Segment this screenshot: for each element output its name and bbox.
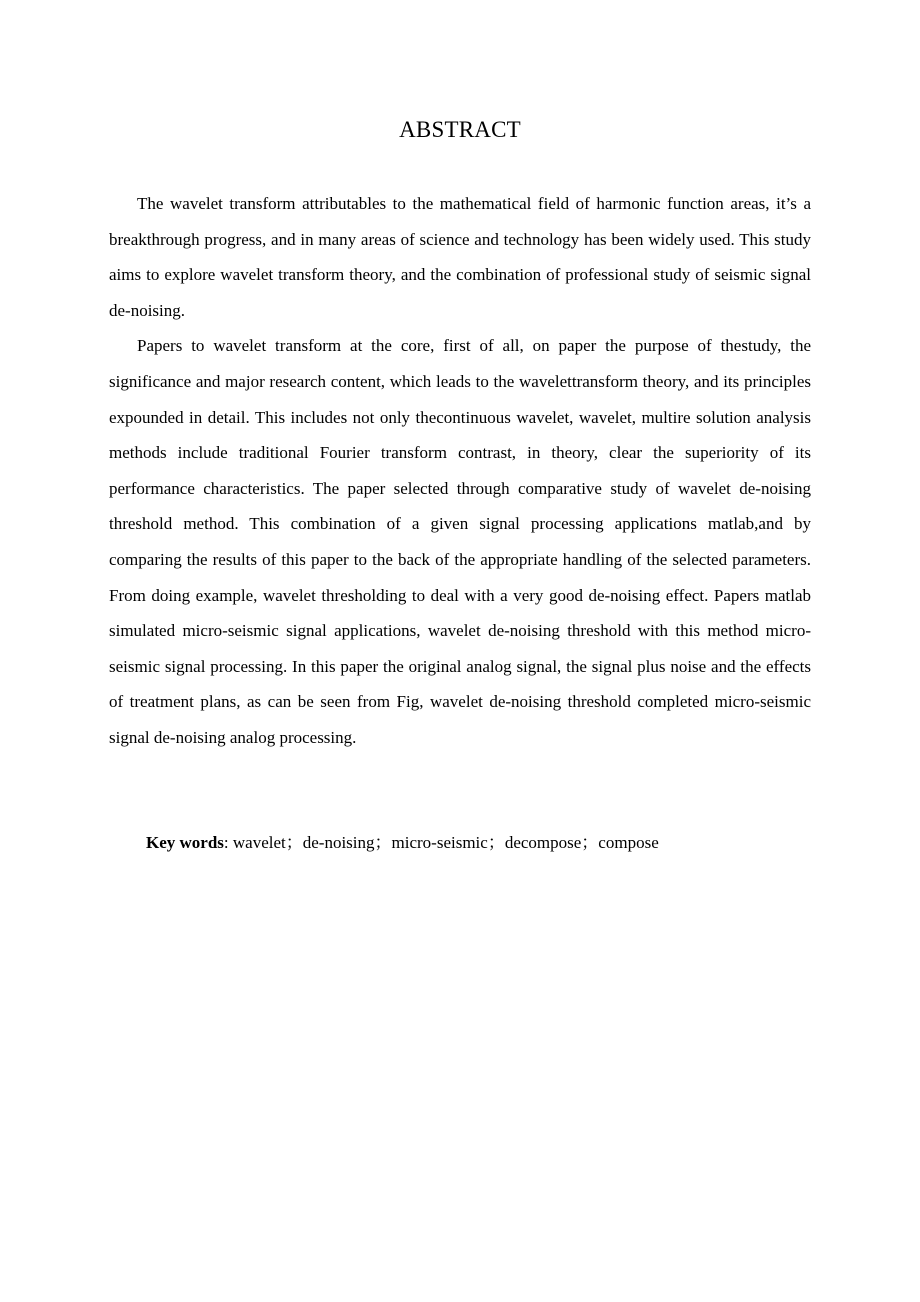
- keywords-list: : wavelet；de-noising；micro-seismic；decompose；compose: [223, 833, 659, 852]
- abstract-body: [109, 186, 811, 756]
- abstract-paragraph-2: Papers to wavelet transform at the core, first of all, on paper the purpose of thestudy, the significance and major research content, which leads to the wavelettransform theory, and its principles expounded in detail. This includes not only thecontinuous wavelet, wavelet, multire solution analysis methods include traditional Fourier transform contrast, in theory, clear the superiority of its performance characteristics. The paper selected through comparative study of wavelet de-noising threshold method. This combination of a given signal processing applications matlab,and by comparing the results of this paper to the back of the appropriate handling of the selected parameters. From doing example, wavelet thresholding to deal with a very good de-noising effect. Papers matlab simulated micro-seismic signal applications, wavelet de-noising threshold with this method micro-seismic signal processing. In this paper the original analog signal, the signal plus noise and the effects of treatment plans, as can be seen from Fig, wavelet de-noising threshold completed micro-seismic signal de-noising analog processing.: [109, 336, 811, 747]
- keywords-label: Key words: [146, 833, 224, 852]
- abstract-paragraph-1: The wavelet transform attributables to the mathematical field of harmonic function areas, it’s a breakthrough progress, and in many areas of science and technology has been widely used. This study aims to explore wavelet transform theory, and the combination of professional study of seismic signal de-noising.: [109, 194, 811, 320]
- abstract-title: ABSTRACT: [399, 117, 521, 142]
- keywords-line: [146, 826, 826, 860]
